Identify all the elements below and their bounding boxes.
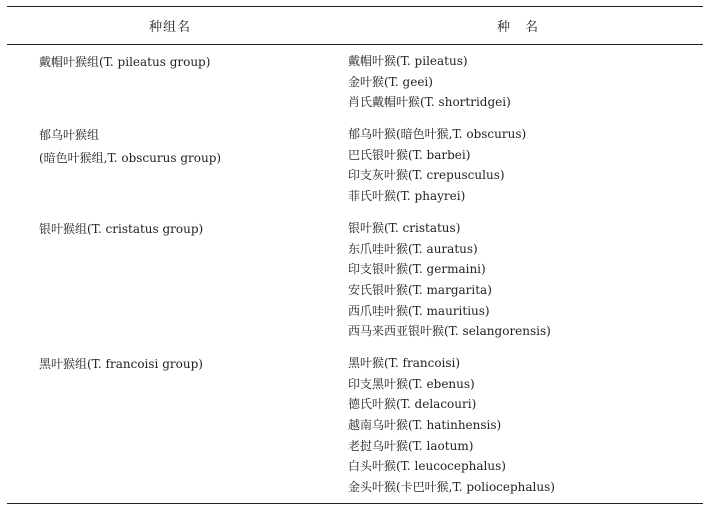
species-list-cell bbox=[347, 353, 703, 498]
table-row bbox=[7, 118, 703, 212]
species-name: 印支灰叶猴(T. crepusculus) bbox=[348, 168, 505, 183]
species-name: 郁乌叶猴(暗色叶猴,T. obscurus) bbox=[348, 127, 527, 142]
table-header bbox=[7, 7, 703, 44]
table-row bbox=[7, 212, 703, 347]
species-list-cell bbox=[347, 124, 703, 207]
species-name: 安氏银叶猴(T. margarita) bbox=[348, 282, 492, 297]
table-body bbox=[7, 45, 703, 503]
species-group-cell bbox=[7, 124, 347, 207]
header-species-group: 种组名 bbox=[148, 20, 191, 35]
species-group-name: 银叶猴组(T. cristatus group) bbox=[39, 221, 204, 236]
species-name: 戴帽叶猴(T. pileatus) bbox=[348, 54, 468, 68]
species-name: 西爪哇叶猴(T. mauritius) bbox=[348, 303, 490, 318]
species-name: 黑叶猴(T. francoisi) bbox=[348, 355, 461, 370]
species-name: 巴氏银叶猴(T. barbei) bbox=[348, 147, 471, 162]
species-group-table bbox=[7, 6, 703, 504]
species-list-cell bbox=[347, 51, 703, 113]
table-bottom-rule bbox=[7, 503, 703, 504]
species-group-name: 黑叶猴组(T. francoisi group) bbox=[39, 356, 203, 371]
species-group-cell bbox=[7, 51, 347, 113]
species-group-name: 戴帽叶猴组(T. pileatus group) bbox=[39, 55, 211, 69]
species-name: 西马来西亚银叶猴(T. selangorensis) bbox=[348, 324, 551, 339]
species-name: 肖氏戴帽叶猴(T. shortridgei) bbox=[348, 95, 511, 110]
species-name: 印支黑叶猴(T. ebenus) bbox=[348, 376, 475, 391]
species-name: 银叶猴(T. cristatus) bbox=[348, 220, 461, 235]
species-group-name: 郁乌叶猴组 bbox=[39, 128, 100, 143]
species-name: 东爪哇叶猴(T. auratus) bbox=[348, 241, 478, 256]
table-row bbox=[7, 45, 703, 118]
species-name: 越南乌叶猴(T. hatinhensis) bbox=[348, 418, 502, 432]
species-group-name: (暗色叶猴组,T. obscurus group) bbox=[39, 151, 222, 166]
table-row bbox=[7, 347, 703, 503]
species-name: 老挝乌叶猴(T. laotum) bbox=[348, 438, 474, 453]
species-name: 金头叶猴(卡巴叶猴,T. poliocephalus) bbox=[348, 480, 555, 495]
header-species-name: 种 名 bbox=[496, 20, 539, 35]
species-name: 金叶猴(T. geei) bbox=[348, 74, 433, 89]
species-name: 印支银叶猴(T. germaini) bbox=[348, 262, 486, 277]
species-list-cell bbox=[347, 218, 703, 342]
species-name: 白头叶猴(T. leucocephalus) bbox=[348, 459, 506, 474]
species-name: 菲氏叶猴(T. phayrei) bbox=[348, 189, 466, 204]
species-group-cell bbox=[7, 218, 347, 342]
species-name: 德氏叶猴(T. delacouri) bbox=[348, 397, 477, 412]
species-group-cell bbox=[7, 353, 347, 498]
